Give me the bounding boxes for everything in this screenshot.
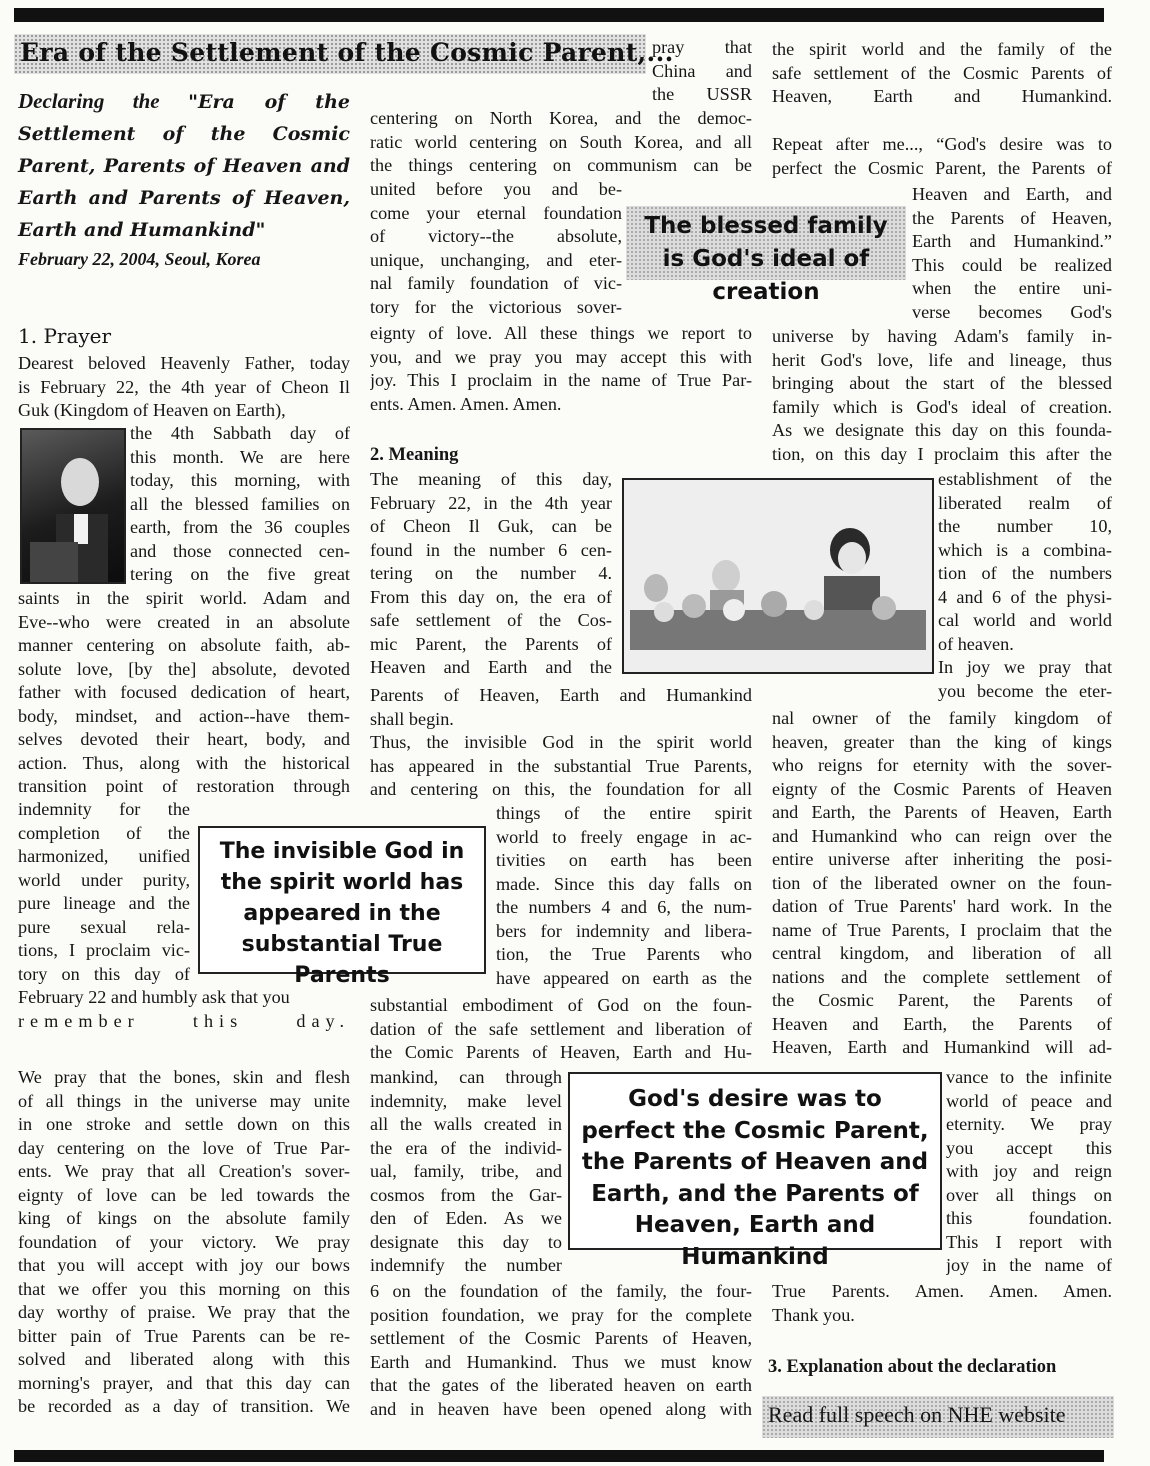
explanation-heading: 3. Explanation about the declaration — [768, 1357, 1057, 1377]
column-2-wrap-photo: The meaning of this day, February 22, in the 4th year of Cheon Il Guk, can be found in the number 6 cen- tering on the number 4. From this day on, the era of safe settlement of the Cos- mic Parent, the Parents of Heaven and Earth and the — [370, 469, 612, 677]
column-1-body-mid: saints in the spirit world. Adam and Eve--who were created in an absolute manner centering on absolute faith, ab- solute love, [by the] absolute, devoted father with focused dedication of heart, body, mindset, and action--have them- selves devoted their heart, body, and action. Thus, along with the historical transition point of restoration through — [18, 588, 350, 796]
top-rule — [14, 8, 1104, 22]
column-2-top-right: pray that China and the USSR — [652, 37, 752, 104]
column-1-wrap-quote: indemnity for the completion of the harmonized, unified world under purity, pure lineage and the pure sexual rela- tions, I proclaim vic- tory on this day of — [18, 799, 190, 984]
column-3-body-end: True Parents. Amen. Amen. Amen. Thank you. — [772, 1281, 1112, 1325]
column-3-wrap-quote1: Heaven and Earth, and the Parents of Heaven, Earth and Humankind.” This could be realized when the entire uni- verse becomes God's — [912, 184, 1112, 322]
pull-quote-invisible-god: The invisible God in the spirit world has appeared in the substantial True Parents — [198, 826, 486, 974]
column-3-body-top: the spirit world and the family of the safe settlement of the Cosmic Parents of Heaven, Earth and Humankind. — [772, 39, 1112, 106]
column-2-body-prayer-end: eignty of love. All these things we report to you, and we pray you may accept this with joy. This I proclaim in the name of True Par- ents. Amen. Amen. Amen. — [370, 323, 752, 414]
column-1-body-low: February 22 and humbly ask that you remember this day. — [18, 987, 350, 1031]
event-photo — [622, 478, 934, 674]
page-title: Era of the Settlement of the Cosmic Parent,... — [20, 38, 674, 67]
declaration-date: February 22, 2004, Seoul, Korea — [18, 249, 261, 269]
prayer-heading: 1. Prayer — [18, 324, 112, 348]
column-3-wrap-photo: establishment of the liberated realm of the number 10, which is a combina- tion of the numbers 4 and 6 of the physi- cal world and world of heaven. In joy we pray that you become the eter- — [938, 469, 1112, 701]
read-more-label[interactable]: Read full speech on NHE website — [768, 1402, 1066, 1427]
column-2-wrap-quote2: things of the entire spirit world to freely engage in ac- tivities on earth has been made. Since this day falls on the numbers 4 and 6, the num- bers for indemnity and libera- tion, the True Parents who have appeared on earth as the — [496, 803, 752, 988]
column-3-wrap-quote3: vance to the infinite world of peace and eternity. We pray you accept this with joy and reign over all things on this foundation. This I report with joy in the name of — [946, 1067, 1112, 1275]
bottom-rule — [14, 1450, 1104, 1462]
column-3-repeat: Repeat after me..., “God's desire was to perfect the Cosmic Parent, the Parents of — [772, 134, 1112, 178]
column-2-wrap-quote1: united before you and be- come your eternal foundation of victory--the absolute, unique, unchanging, and eter- nal family foundation of vic- tory for the victorious sover- — [370, 179, 622, 317]
pull-quote-blessed-family: The blessed family is God's ideal of creation — [626, 206, 906, 280]
read-more-link[interactable] — [762, 1396, 1114, 1438]
column-2-body-mid: Parents of Heaven, Earth and Humankind shall begin. Thus, the invisible God in the spirit world has appeared in the substantial True Parents, and centering on this, the foundation for all — [370, 685, 752, 799]
column-1-body-top: Dearest beloved Heavenly Father, today is February 22, the 4th year of Cheon Il Guk (Kingdom of Heaven on Earth), — [18, 353, 350, 420]
column-1-wrap-photo: the 4th Sabbath day of this month. We are here today, this morning, with all the blessed families on earth, from the 36 couples and those connected cen- tering on the five great — [130, 423, 350, 584]
column-3-body-mid: universe by having Adam's family in- herit God's love, life and lineage, thus bringing about the start of the blessed family which is God's ideal of creation. As we designate this day on this founda- tion, on this day I proclaim this after the — [772, 326, 1112, 464]
event-scene-icon — [624, 480, 932, 672]
column-2-body-mid2: substantial embodiment of God on the foun- dation of the safe settlement and liberation of the Comic Parents of Heaven, Earth and Hu- — [370, 995, 752, 1062]
column-2-body-top: centering on North Korea, and the democ- ratic world centering on South Korea, and all the things centering on communism can be — [370, 108, 752, 175]
column-1 — [18, 86, 350, 272]
column-2-body-bottom: 6 on the foundation of the family, the four- position foundation, we pray for the complete settlement of the Cosmic Parents of Heaven, Earth and Humankind. Thus we must know that the gates of the liberated heaven on earth and in heaven have been opened along with — [370, 1281, 752, 1419]
pull-quote-gods-desire: God's desire was to perfect the Cosmic Parent, the Parents of Heaven and Earth, and the Parents of Heaven, Earth and Humankind — [568, 1072, 942, 1250]
meaning-heading: 2. Meaning — [370, 445, 459, 465]
column-2-wrap-quote3: mankind, can through indemnity, make level all the walls created in the era of the individ- ual, family, tribe, and cosmos from the Gar- den of Eden. As we designate this day to indemnify the number — [370, 1067, 562, 1275]
column-3-body-lower: nal owner of the family kingdom of heaven, greater than the king of kings who reigns for eternity with the sover- eignty of the Cosmic Parents of Heaven and Earth, the Parents of Heaven, Earth and Humankind who can reign over the entire universe after inheriting the posi- tion of the liberated owner on the foun- dation of True Parents' hard work. In the name of True Parents, I proclaim that the central kingdom, and liberation of all nations and the complete settlement of the Cosmic Parent, the Parents of Heaven and Earth, the Parents of Heaven, Earth and Humankind will ad- — [772, 708, 1112, 1057]
speaker-figure-icon — [22, 430, 124, 582]
column-1-body-bottom: We pray that the bones, skin and flesh of all things in the universe may unite in one stroke and settle down on this day centering on the love of True Par- ents. We pray that all Creation's sover- eignty of love can be led towards the king of kings on the absolute family foundation of your victory. We pray that you will accept with joy our bows that we offer you this morning on this day worthy of praise. We pray that the bitter pain of True Parents can be re- solved and liberated along with this morning's prayer, and that this day can be recorded as a day of transition. We — [18, 1067, 350, 1416]
declaration-heading: Declaring the "Era of the Settlement of the Cosmic Parent, Parents of Heaven and Earth and Parents of Heaven, Earth and Humankind" — [18, 89, 350, 241]
speaker-photo — [20, 428, 126, 584]
